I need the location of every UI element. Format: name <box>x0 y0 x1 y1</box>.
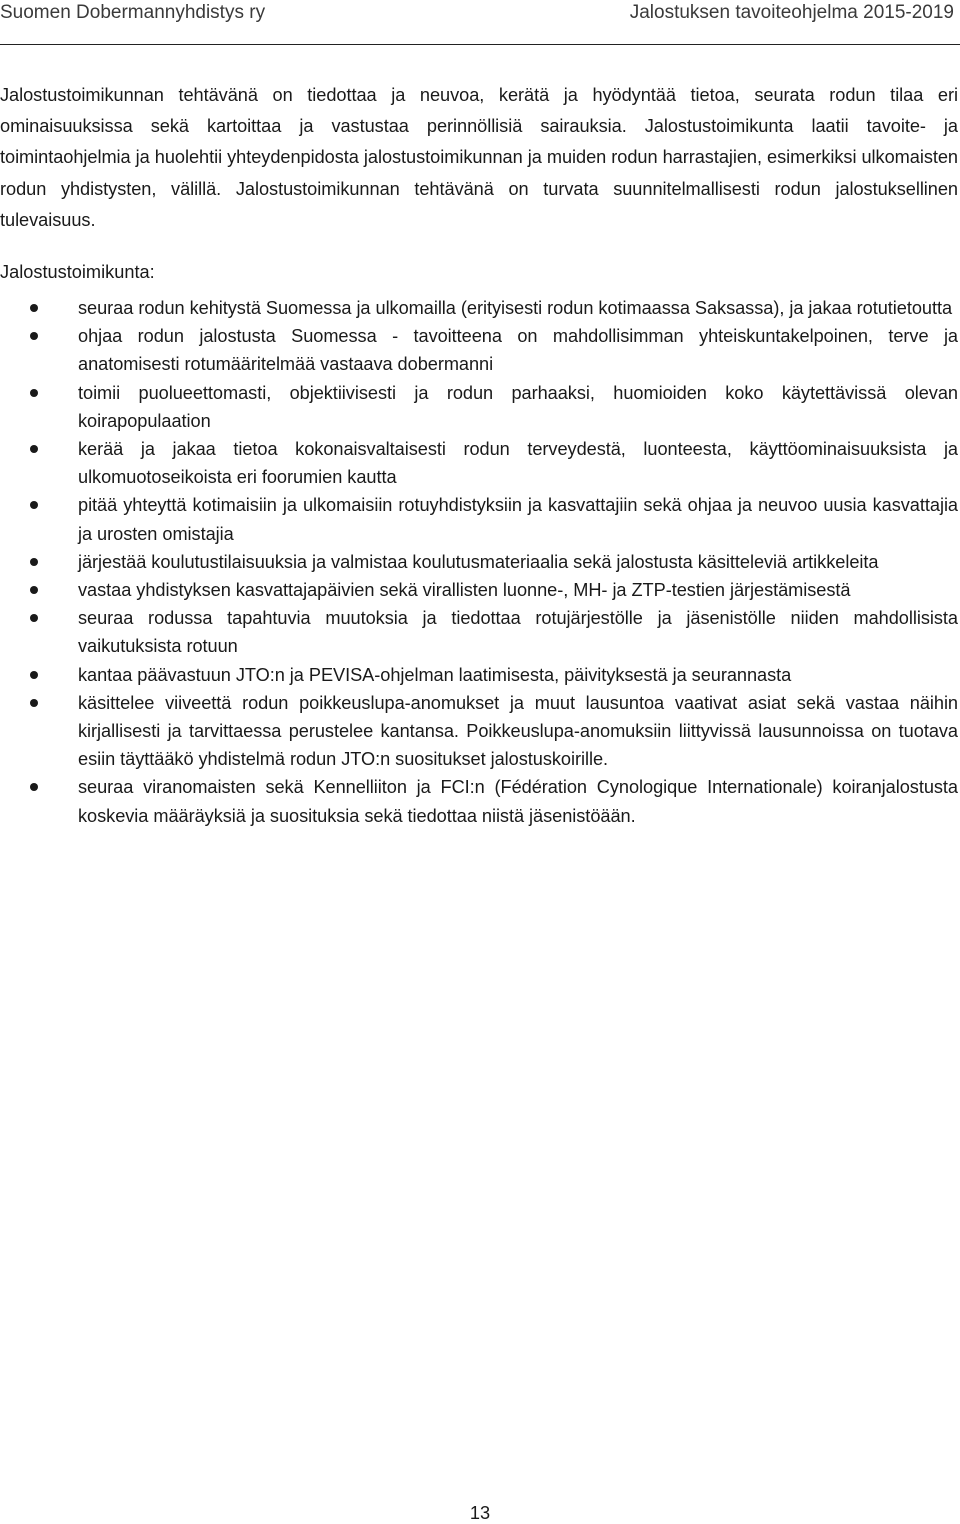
bullet-icon <box>30 671 38 679</box>
list-item-text: seuraa rodussa tapahtuvia muutoksia ja tiedottaa rotujärjestölle ja jäsenistölle niiden mahdollisista vaikutuksista rotuun <box>78 608 958 657</box>
list-item-text: järjestää koulutustilaisuuksia ja valmistaa koulutusmateriaalia sekä jalostusta käsitteleviä artikkeleita <box>78 551 879 572</box>
list-item <box>0 491 958 547</box>
bullet-icon <box>30 445 38 453</box>
list-item <box>0 689 958 774</box>
list-item <box>0 604 958 660</box>
bullet-icon <box>30 699 38 707</box>
bullet-icon <box>30 389 38 397</box>
bullet-icon <box>30 558 38 566</box>
bullet-icon <box>30 304 38 312</box>
list-item-text: toimii puolueettomasti, objektiivisesti ja rodun parhaaksi, huomioiden koko käytettävissä olevan koirapopulaation <box>78 382 958 431</box>
list-item-text: vastaa yhdistyksen kasvattajapäivien sekä virallisten luonne-, MH- ja ZTP-testien järjestämisestä <box>78 580 851 601</box>
bullet-icon <box>30 501 38 509</box>
intro-paragraph: Jalostustoimikunnan tehtävänä on tiedottaa ja neuvoa, kerätä ja hyödyntää tietoa, seurata rodun tilaa eri ominaisuuksissa sekä kartoittaa ja vastustaa perinnöllisiä sairauksia. Jalostustoimikunta laatii tavoite- ja toimintaohjelmia ja huolehtii yhteydenpidosta jalostustoimikunnan ja muiden rodun harrastajien, esimerkiksi ulkomaisten rodun yhdistysten, välillä. Jalostustoimikunnan tehtävänä on turvata suunnitelmallisesti rodun jalostuksellinen tulevaisuus. <box>0 85 958 230</box>
section-label: Jalostustoimikunta: <box>0 262 155 282</box>
bullet-icon <box>30 332 38 340</box>
list-item <box>0 576 958 604</box>
page-number: 13 <box>469 1503 491 1523</box>
list-item-text: seuraa viranomaisten sekä Kennelliiton ja FCI:n (Fédération Cynologique Internationale) koiranjalostusta koskevia määräyksiä ja suosituksia sekä tiedottaa niistä jäsenistöään. <box>78 777 958 826</box>
list-item-text: kantaa päävastuun JTO:n ja PEVISA-ohjelman laatimisesta, päivityksestä ja seurannasta <box>78 664 792 685</box>
list-item-text: pitää yhteyttä kotimaisiin ja ulkomaisiin rotuyhdistyksiin ja kasvattajiin sekä ohjaa ja neuvoo uusia kasvattajia ja urosten omistajia <box>78 495 958 544</box>
list-item <box>0 548 958 576</box>
header-organization: Suomen Dobermannyhdistys ry <box>0 2 266 23</box>
bullet-icon <box>30 586 38 594</box>
bullet-icon <box>30 614 38 622</box>
list-item <box>0 773 958 829</box>
list-item <box>0 294 958 322</box>
duties-list <box>0 294 958 830</box>
bullet-icon <box>30 783 38 791</box>
list-item-text: ohjaa rodun jalostusta Suomessa - tavoitteena on mahdollisimman yhteiskuntakelpoinen, terve ja anatomisesti rotumääritelmää vastaava dobermanni <box>78 326 958 375</box>
list-item-text: käsittelee viiveettä rodun poikkeuslupa-anomukset ja muut lausuntoa vaativat asiat sekä vastaa näihin kirjallisesti ja tarvittaessa perustelee kantansa. Poikkeuslupa-anomuksiin liittyvissä lausunnoissa on tuotava esiin täyttääkö yhdistelmä rodun JTO:n suositukset jalostuskoirille. <box>78 692 958 770</box>
header-divider <box>0 44 960 45</box>
list-item-text: seuraa rodun kehitystä Suomessa ja ulkomailla (erityisesti rodun kotimaassa Saksassa), ja jakaa rotutietoutta <box>78 298 953 318</box>
page-header <box>0 0 960 46</box>
list-item <box>0 435 958 491</box>
list-item <box>0 322 958 378</box>
list-item <box>0 661 958 689</box>
list-item-text: kerää ja jakaa tietoa kokonaisvaltaisesti rodun terveydestä, luonteesta, käyttöominaisuuksista ja ulkomuotoseikoista eri foorumien kautta <box>78 439 958 488</box>
list-item <box>0 379 958 435</box>
header-document-title: Jalostuksen tavoiteohjelma 2015-2019 <box>629 2 954 23</box>
